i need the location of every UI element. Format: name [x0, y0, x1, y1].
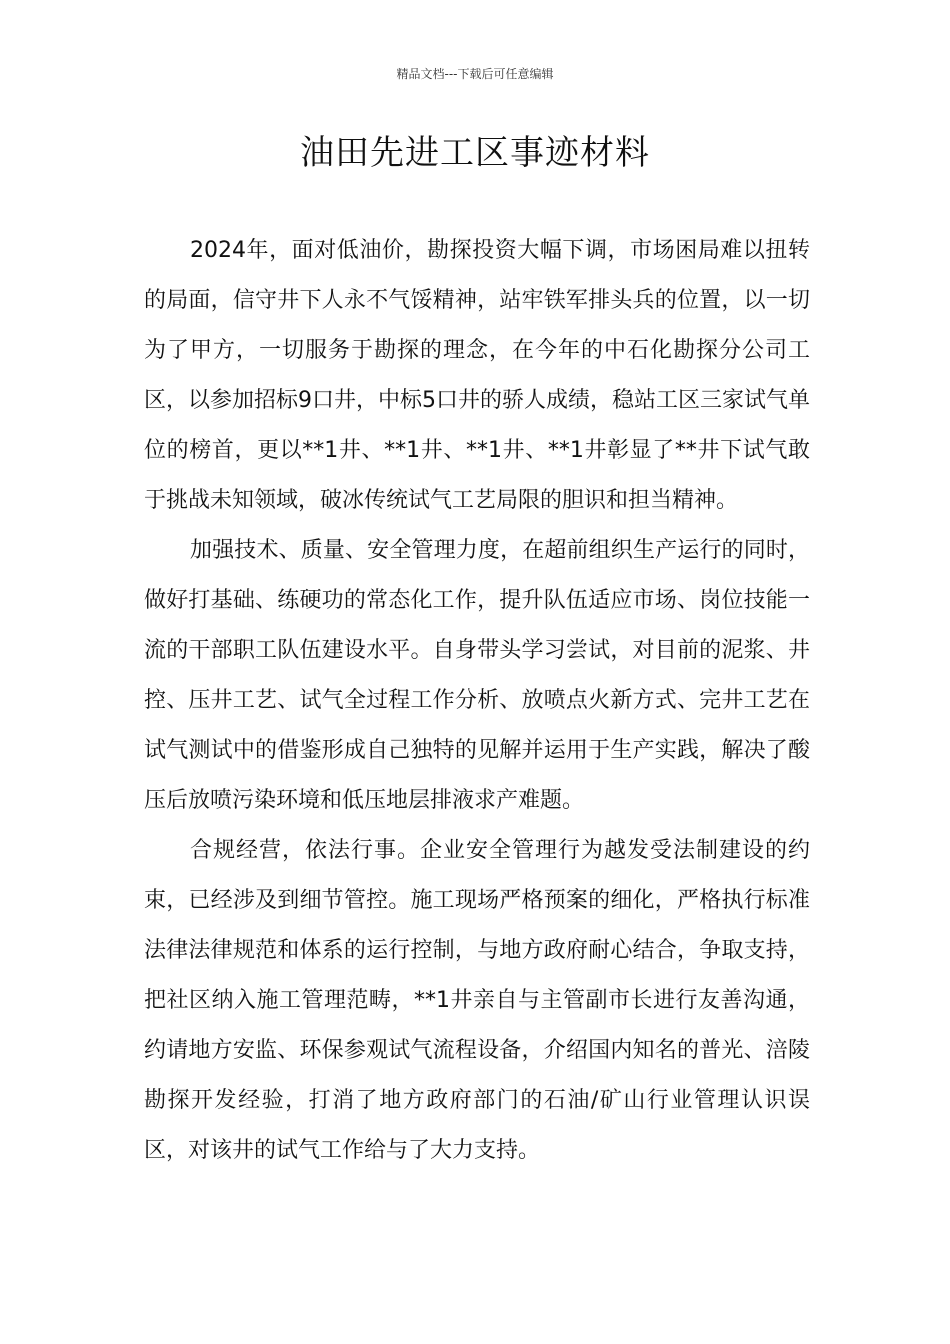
- paragraph-2: 加强技术、质量、安全管理力度，在超前组织生产运行的同时，做好打基础、练硬功的常态化工作，提升队伍适应市场、岗位技能一流的干部职工队伍建设水平。自身带头学习尝试，对目前的泥浆、井控、压井工艺、试气全过程工作分析、放喷点火新方式、完井工艺在试气测试中的借鉴形成自己独特的见解并运用于生产实践，解决了酸压后放喷污染环境和低压地层排液求产难题。: [144, 538, 810, 813]
- document-body: [144, 226, 810, 1176]
- header-note: 精品文档---下载后可任意编辑: [396, 67, 554, 81]
- paragraph-1: 2024年，面对低油价，勘探投资大幅下调，市场困局难以扭转的局面，信守井下人永不气馁精神，站牢铁军排头兵的位置，以一切为了甲方，一切服务于勘探的理念，在今年的中石化勘探分公司工区，以参加招标9口井，中标5口井的骄人成绩，稳站工区三家试气单位的榜首，更以**1井、**1井、**1井、**1井彰显了**井下试气敢于挑战未知领域，破冰传统试气工艺局限的胆识和担当精神。: [144, 238, 810, 513]
- document-title: 油田先进工区事迹材料: [300, 133, 650, 173]
- paragraph-3: 合规经营，依法行事。企业安全管理行为越发受法制建设的约束，已经涉及到细节管控。施工现场严格预案的细化，严格执行标准法律法律规范和体系的运行控制，与地方政府耐心结合，争取支持，把社区纳入施工管理范畴，**1井亲自与主管副市长进行友善沟通，约请地方安监、环保参观试气流程设备，介绍国内知名的普光、涪陵勘探开发经验，打消了地方政府部门的石油/矿山行业管理认识误区，对该井的试气工作给与了大力支持。: [144, 838, 810, 1163]
